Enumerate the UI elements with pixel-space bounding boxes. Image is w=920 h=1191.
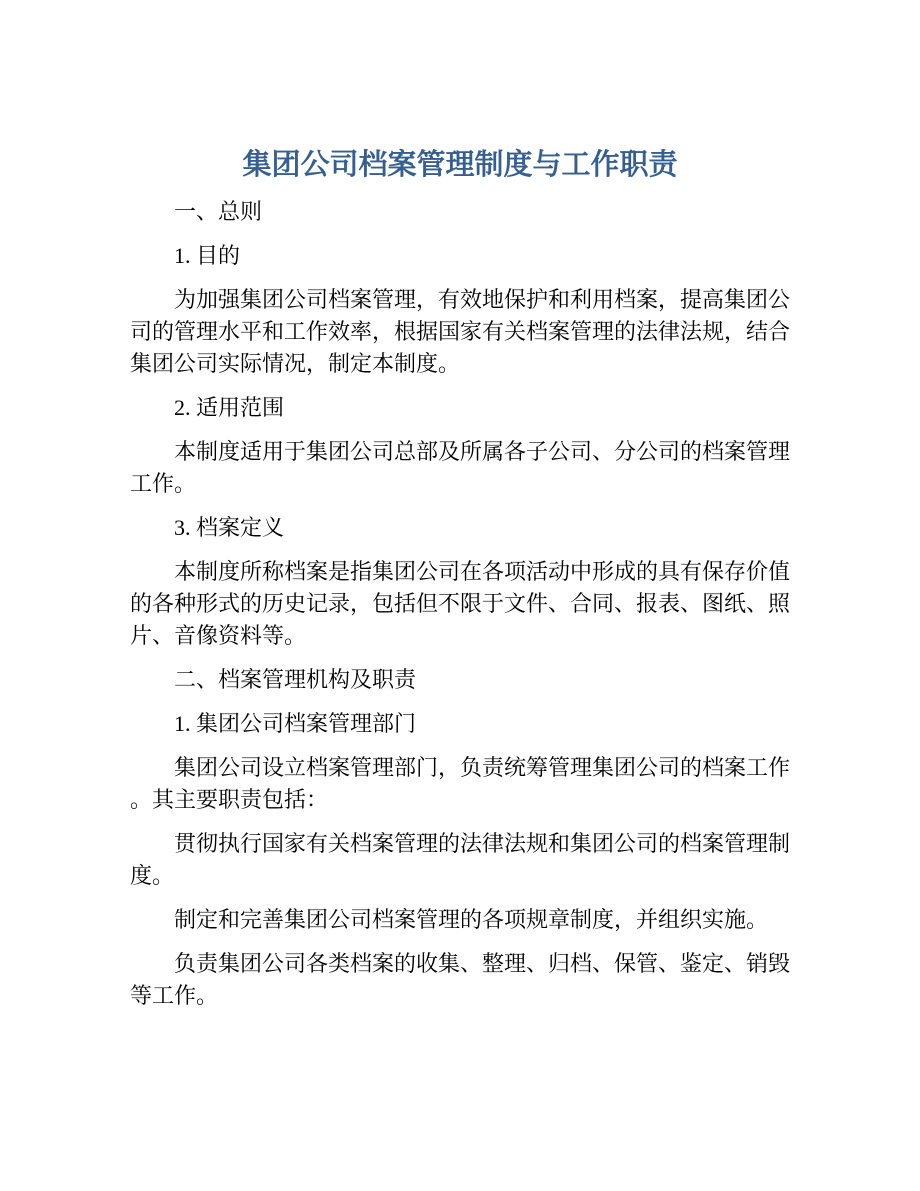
paragraph: 负责集团公司各类档案的收集、整理、归档、保管、鉴定、销毁等工作。 [130,951,791,1008]
paragraph: 本制度所称档案是指集团公司在各项活动中形成的具有保存价值的各种形式的历史记录，包括但不限于文件、合同、报表、图纸、照片、音像资料等。 [130,559,791,648]
sub-heading: 3. 档案定义 [174,515,285,540]
sub-heading: 1. 目的 [174,243,241,268]
sub-heading: 2. 适用范围 [174,395,285,420]
section-heading: 二、档案管理机构及职责 [174,667,417,692]
paragraph: 集团公司设立档案管理部门，负责统筹管理集团公司的档案工作。其主要职责包括： [130,755,791,812]
paragraph: 为加强集团公司档案管理，有效地保护和利用档案，提高集团公司的管理水平和工作效率，根据国家有关档案管理的法律法规，结合集团公司实际情况，制定本制度。 [130,287,791,376]
paragraph: 制定和完善集团公司档案管理的各项规章制度，并组织实施。 [174,907,769,932]
paragraph: 本制度适用于集团公司总部及所属各子公司、分公司的档案管理工作。 [130,439,791,496]
document-title: 集团公司档案管理制度与工作职责 [242,149,678,181]
section-heading: 一、总则 [174,199,263,224]
document-page [130,148,790,1024]
sub-heading: 1. 集团公司档案管理部门 [174,711,417,736]
paragraph: 贯彻执行国家有关档案管理的法律法规和集团公司的档案管理制度。 [130,831,791,888]
